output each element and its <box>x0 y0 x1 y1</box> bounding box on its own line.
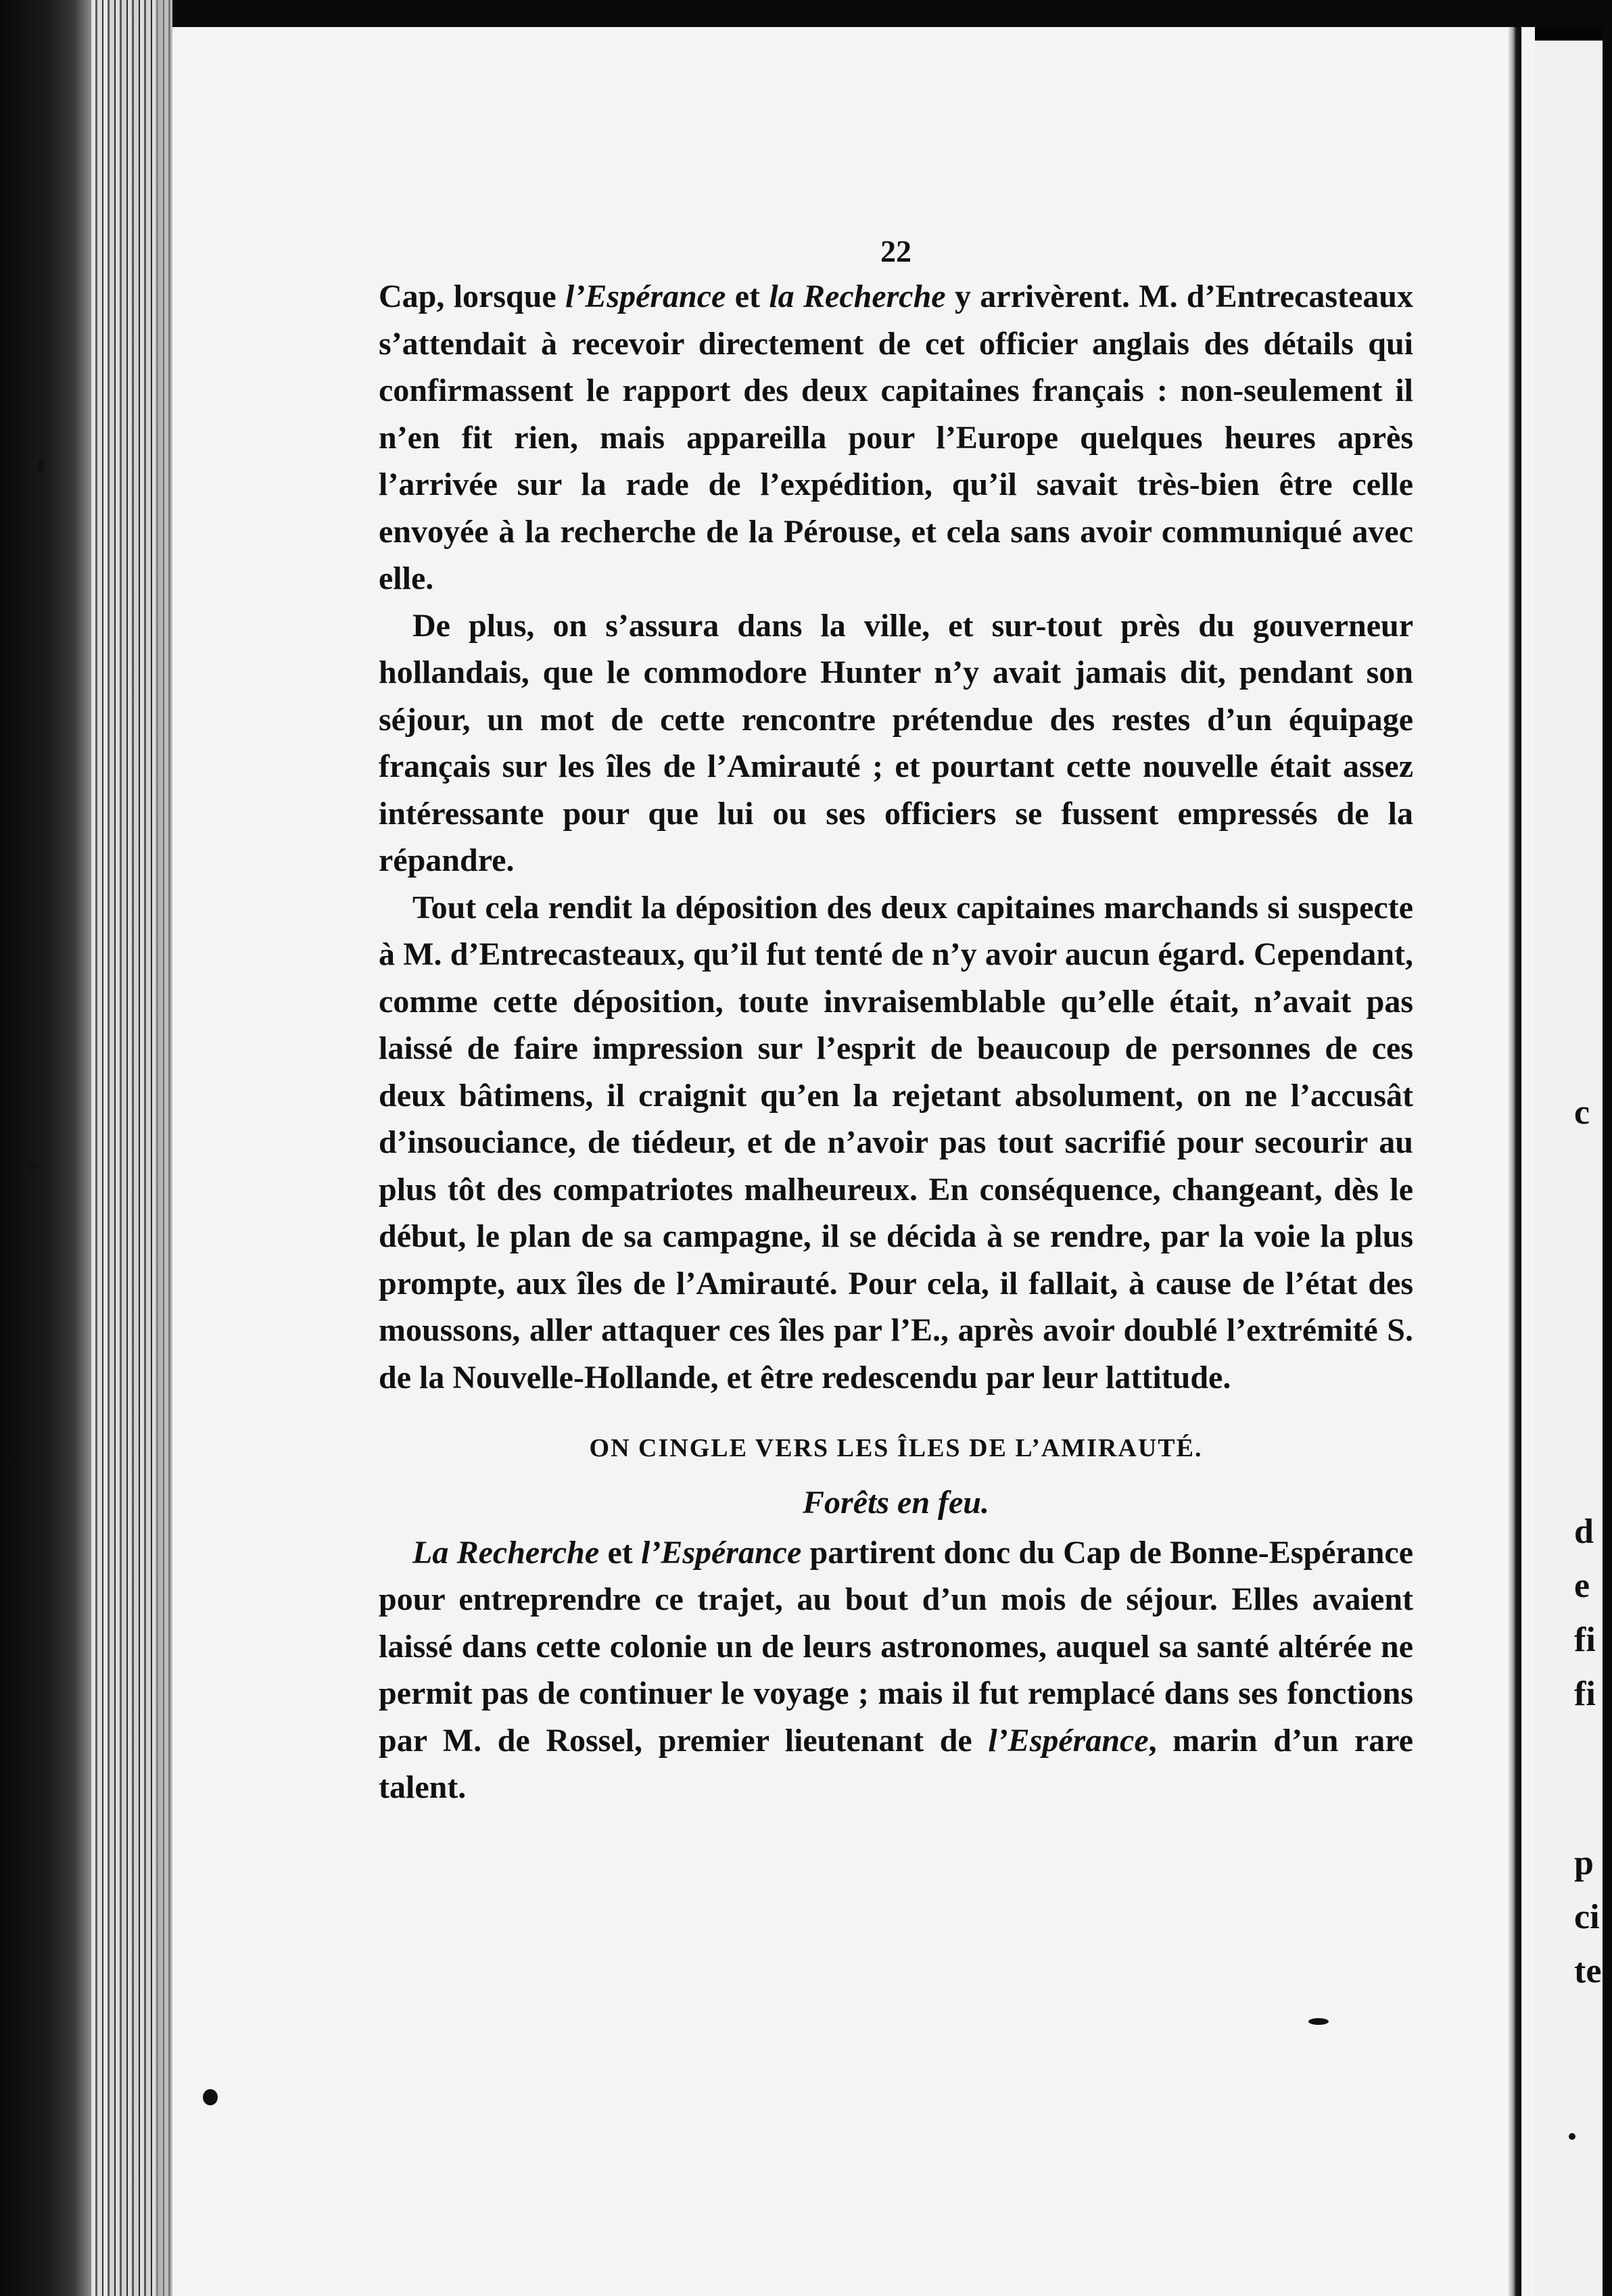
paragraph <box>379 884 1413 1402</box>
paragraph <box>379 1529 1413 1811</box>
body-paragraphs <box>379 273 1413 1401</box>
ink-speck <box>203 2089 218 2105</box>
facing-page-fragment: fi <box>1574 1675 1596 1713</box>
text-run: et <box>599 1534 641 1571</box>
facing-page-fragment: d <box>1574 1512 1594 1551</box>
italic-text: La Recherche <box>412 1534 600 1571</box>
right-border <box>1603 0 1612 2296</box>
page-text <box>379 230 1413 1811</box>
text-run: De plus, on s’assura dans la ville, et sur-tout près du gouverneur hollandais, que le commodore Hunter n’y avait jamais dit, pendant son séjour, un mot de cette rencontre prétendue des restes d’un équipage français sur les îles de l’Amirauté ; et pourtant cette nouvelle était assez intéressante pour que lui ou ses officiers se fussent empressés de la répandre. <box>379 607 1413 878</box>
text-run: et <box>726 279 769 314</box>
text-run: , marin d’un rare talent. <box>379 1722 1414 1805</box>
italic-text: l’Espérance <box>988 1722 1149 1759</box>
italic-text: la Recherche <box>769 279 946 314</box>
section-subheading: Forêts en feu. <box>803 1485 989 1521</box>
section-heading: ON CINGLE VERS LES ÎLES DE L’AMIRAUTÉ. <box>589 1434 1203 1462</box>
ink-speck <box>1569 2133 1575 2140</box>
facing-page-fragment: te <box>1574 1952 1602 1990</box>
italic-text: l’Espérance <box>640 1534 802 1571</box>
text-run: Cap, lorsque <box>379 279 566 314</box>
facing-page-fragment: ci <box>1574 1898 1600 1936</box>
gutter-fold <box>1508 27 1521 2296</box>
top-border <box>172 0 1612 27</box>
facing-page-fragment: p <box>1574 1844 1594 1882</box>
page-number: 22 <box>880 234 911 268</box>
text-run: Tout cela rendit la déposition des deux capitaines marchands si suspecte à M. d’Entrecasteaux, qu’il fut tenté de n’y avoir aucun égard. Cependant, comme cette déposition, toute invraisemblable qu’elle était, n’avait pas laissé de faire impression sur l’esprit de beaucoup de personnes de ces deux bâtimens, il craignit qu’en la rejetant absolument, on ne l’accusât d’insouciance, de tiédeur, et de n’avoir pas tout sacrifié pour secourir au plus tôt des compatriotes malheureux. En conséquence, changeant, dès le début, le plan de sa campagne, il se décida à se rendre, par la voie la plus prompte, aux îles de l’Amirauté. Pour cela, il fallait, à cause de l’état des moussons, aller attaquer ces îles par l’E., après avoir doublé l’extrémité S. de la Nouvelle-Hollande, et être redescendu par leur lattitude. <box>379 889 1413 1395</box>
facing-page-fragment: e <box>1574 1566 1590 1605</box>
text-run: partirent donc du Cap de Bonne-Espérance pour entreprendre ce trajet, au bout d’un mois de séjour. Elles avaient laissé dans cette colonie un de leurs astronomes, auquel sa santé altérée ne permit pas de continuer le voyage ; mais il fut remplacé dans ses fonctions par M. de Rossel, premier lieutenant de <box>379 1534 1413 1759</box>
facing-page-fragment: fi <box>1574 1621 1596 1659</box>
ink-speck <box>1308 2018 1329 2025</box>
ink-speck <box>27 1163 39 1170</box>
body-paragraphs-2 <box>379 1529 1413 1811</box>
ink-speck <box>37 460 44 472</box>
italic-text: l’Espérance <box>565 279 726 314</box>
facing-page-fragment: c <box>1574 1093 1590 1132</box>
text-run: y arrivèrent. M. d’Entrecasteaux s’attendait à recevoir directement de cet officier anglais des détails qui confirmassent le rapport des deux capitaines français : non-seulement il n’en fit rien, mais appareilla pour l’Europe quelques heures après l’arrivée sur la rade de l’expédition, qu’il savait très-bien être celle envoyée à la recherche de la Pérouse, et cela sans avoir communiqué avec elle. <box>379 279 1414 596</box>
paragraph <box>379 602 1413 884</box>
paragraph <box>379 273 1413 602</box>
